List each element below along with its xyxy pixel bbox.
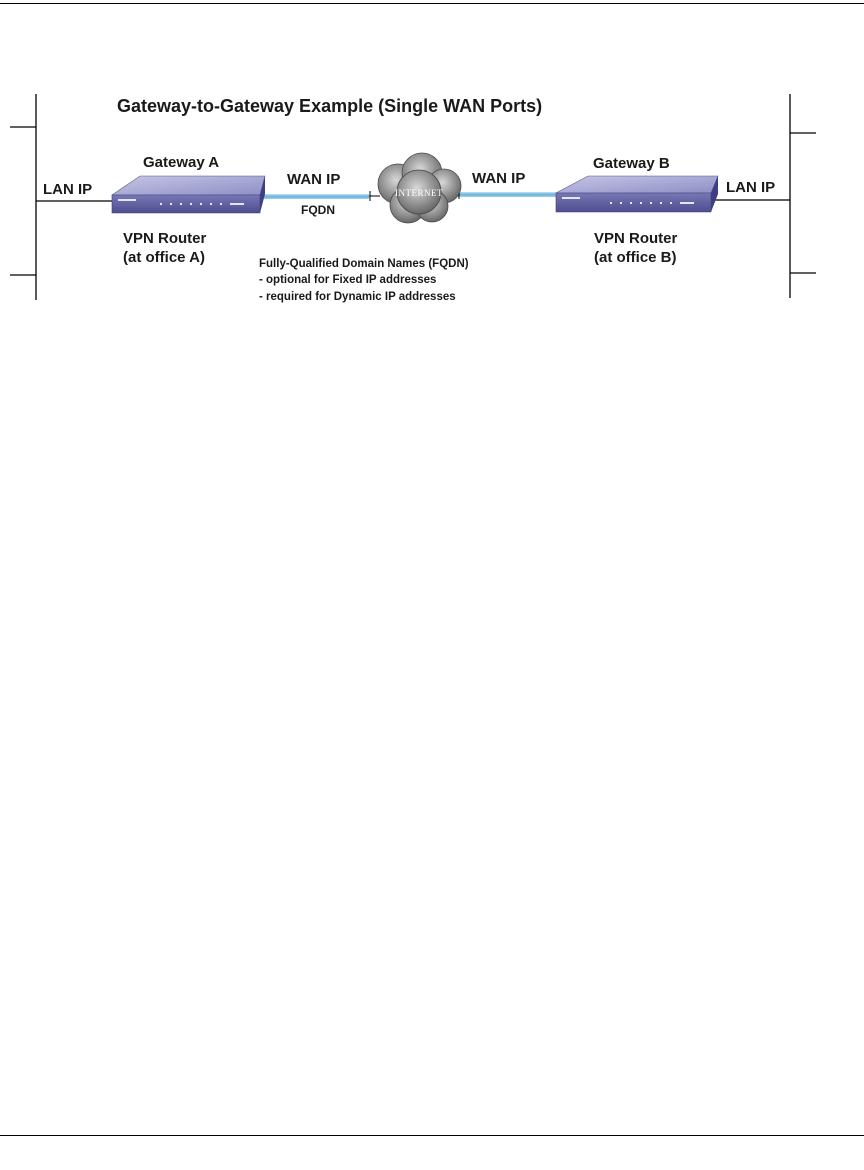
left-lan-label: LAN IP xyxy=(43,181,93,198)
fqdn-note-heading: Fully-Qualified Domain Names (FQDN) xyxy=(259,258,469,270)
internet-cloud-icon xyxy=(378,153,461,223)
fqdn-label: FQDN xyxy=(301,203,335,217)
router-a-line2: (at office A) xyxy=(123,249,205,266)
gateway-a-label: Gateway A xyxy=(143,154,220,171)
router-b-icon xyxy=(556,176,718,212)
fqdn-note-line2: - required for Dynamic IP addresses xyxy=(259,291,456,303)
fqdn-note-line1: - optional for Fixed IP addresses xyxy=(259,274,437,286)
right-wan-label: WAN IP xyxy=(472,170,526,187)
router-a-line1: VPN Router xyxy=(123,230,207,247)
right-lan-label: LAN IP xyxy=(726,179,776,196)
footer-rule xyxy=(0,1135,864,1136)
gateway-diagram xyxy=(0,0,864,340)
right-lan-bus xyxy=(710,94,816,298)
left-wan-label: WAN IP xyxy=(287,171,341,188)
wan-link-right xyxy=(449,189,556,199)
router-b-line1: VPN Router xyxy=(594,230,678,247)
router-b-line2: (at office B) xyxy=(594,249,677,266)
gateway-b-label: Gateway B xyxy=(593,155,670,172)
cloud-label: INTERNET xyxy=(395,188,443,198)
diagram-title: Gateway-to-Gateway Example (Single WAN Ports) xyxy=(117,96,543,116)
wan-link-left xyxy=(261,191,380,201)
router-a-icon xyxy=(112,176,265,213)
